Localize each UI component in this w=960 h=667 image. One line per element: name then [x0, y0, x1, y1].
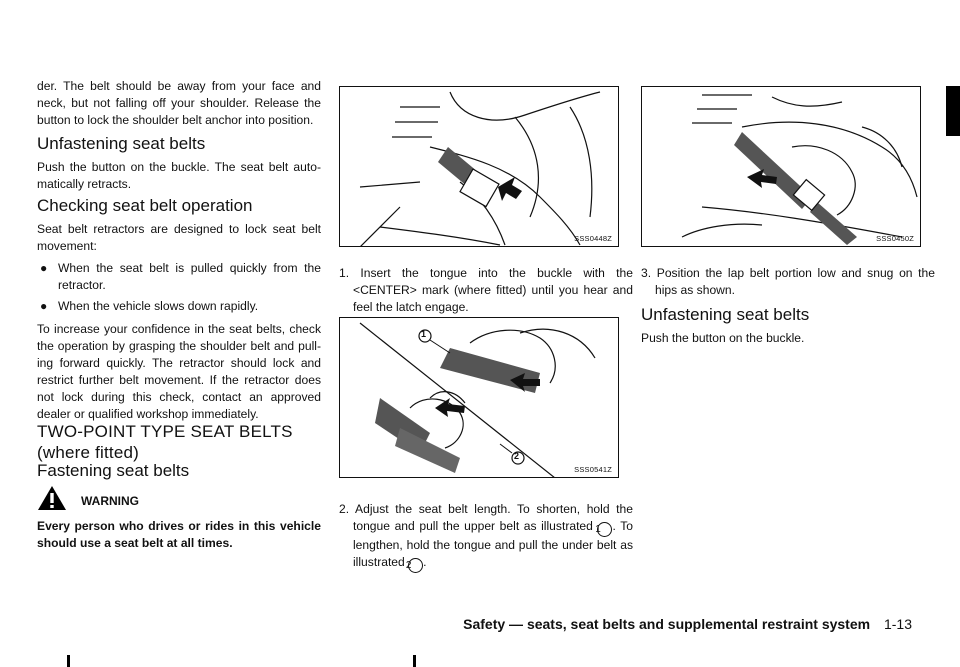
step-2-text-c: .	[423, 555, 427, 570]
step-3: 3. Position the lap belt portion low and snug on the hips as shown.	[641, 266, 935, 298]
callout-marker-1: 1	[597, 522, 612, 537]
footer-section: Safety — seats, seat belts and supplemental restraint system	[463, 616, 871, 632]
heading-checking: Checking seat belt operation	[37, 196, 253, 215]
figure-code: SSS0541Z	[574, 465, 612, 474]
bullet-dot: ●	[40, 299, 48, 313]
warning-label: WARNING	[81, 494, 139, 508]
figure-adjust-length	[339, 317, 619, 478]
bullet-item-1: When the seat belt is pulled quickly from the retractor.	[58, 261, 321, 293]
checking-paragraph: Seat belt retractors are designed to lock seat belt movement:	[37, 222, 321, 254]
heading-fastening: Fastening seat belts	[37, 461, 190, 480]
heading-unfastening-2: Unfastening seat belts	[641, 305, 810, 324]
section-tab	[946, 86, 960, 136]
crop-mark	[413, 655, 416, 667]
figure-insert-tongue	[339, 86, 619, 247]
figure-code: SSS0448Z	[574, 234, 612, 243]
illustration-insert-tongue	[340, 87, 619, 247]
heading-where-fitted: (where fitted)	[37, 443, 140, 462]
warning-text: Every person who drives or rides in this vehicle should use a seat belt at all times.	[37, 519, 321, 551]
unfastening-paragraph: Push the button on the buckle. The seat belt auto-matically retracts.	[37, 160, 321, 192]
step-2-text-a: 2. Adjust the seat belt length. To shorten, hold the tongue and pull the upper belt as illustrated	[339, 502, 633, 534]
crop-mark	[67, 655, 70, 667]
unfastening-paragraph-2: Push the button on the buckle.	[641, 331, 805, 345]
illustration-adjust-length	[340, 318, 619, 478]
warning-icon	[37, 485, 67, 511]
step-1: 1. Insert the tongue into the buckle with the <CENTER> mark (where fitted) until you hear and feel the latch engage.	[339, 266, 633, 315]
intro-paragraph: der. The belt should be away from your face and neck, but not falling off your shoulder. Release the button to lock the shoulder belt anchor into position.	[37, 79, 321, 128]
page-number: 1-13	[883, 616, 912, 632]
step-2	[339, 501, 633, 573]
step-2-text-b: . To lengthen, hold the tongue and pull the under belt as illustrated	[353, 519, 633, 570]
bullet-item-2: When the vehicle slows down rapidly.	[58, 299, 259, 313]
callout-2: 2	[514, 451, 520, 461]
bullet-dot: ●	[40, 261, 48, 275]
callout-1: 1	[421, 329, 427, 339]
page-footer	[463, 616, 912, 632]
figure-code: SSS0450Z	[876, 234, 914, 243]
illustration-lap-belt	[642, 87, 921, 247]
heading-unfastening: Unfastening seat belts	[37, 134, 206, 153]
figure-lap-belt	[641, 86, 921, 247]
callout-marker-2: 2	[408, 558, 423, 573]
heading-two-point: TWO-POINT TYPE SEAT BELTS	[37, 422, 293, 441]
confidence-paragraph: To increase your confidence in the seat belts, check the operation by grasping the shoulder belt and pull-ing forward quickly. The retractor should lock and restrict further belt movement. If the retractor does not lock during this check, contact an approved dealer or qualified workshop immediately.	[37, 322, 321, 422]
